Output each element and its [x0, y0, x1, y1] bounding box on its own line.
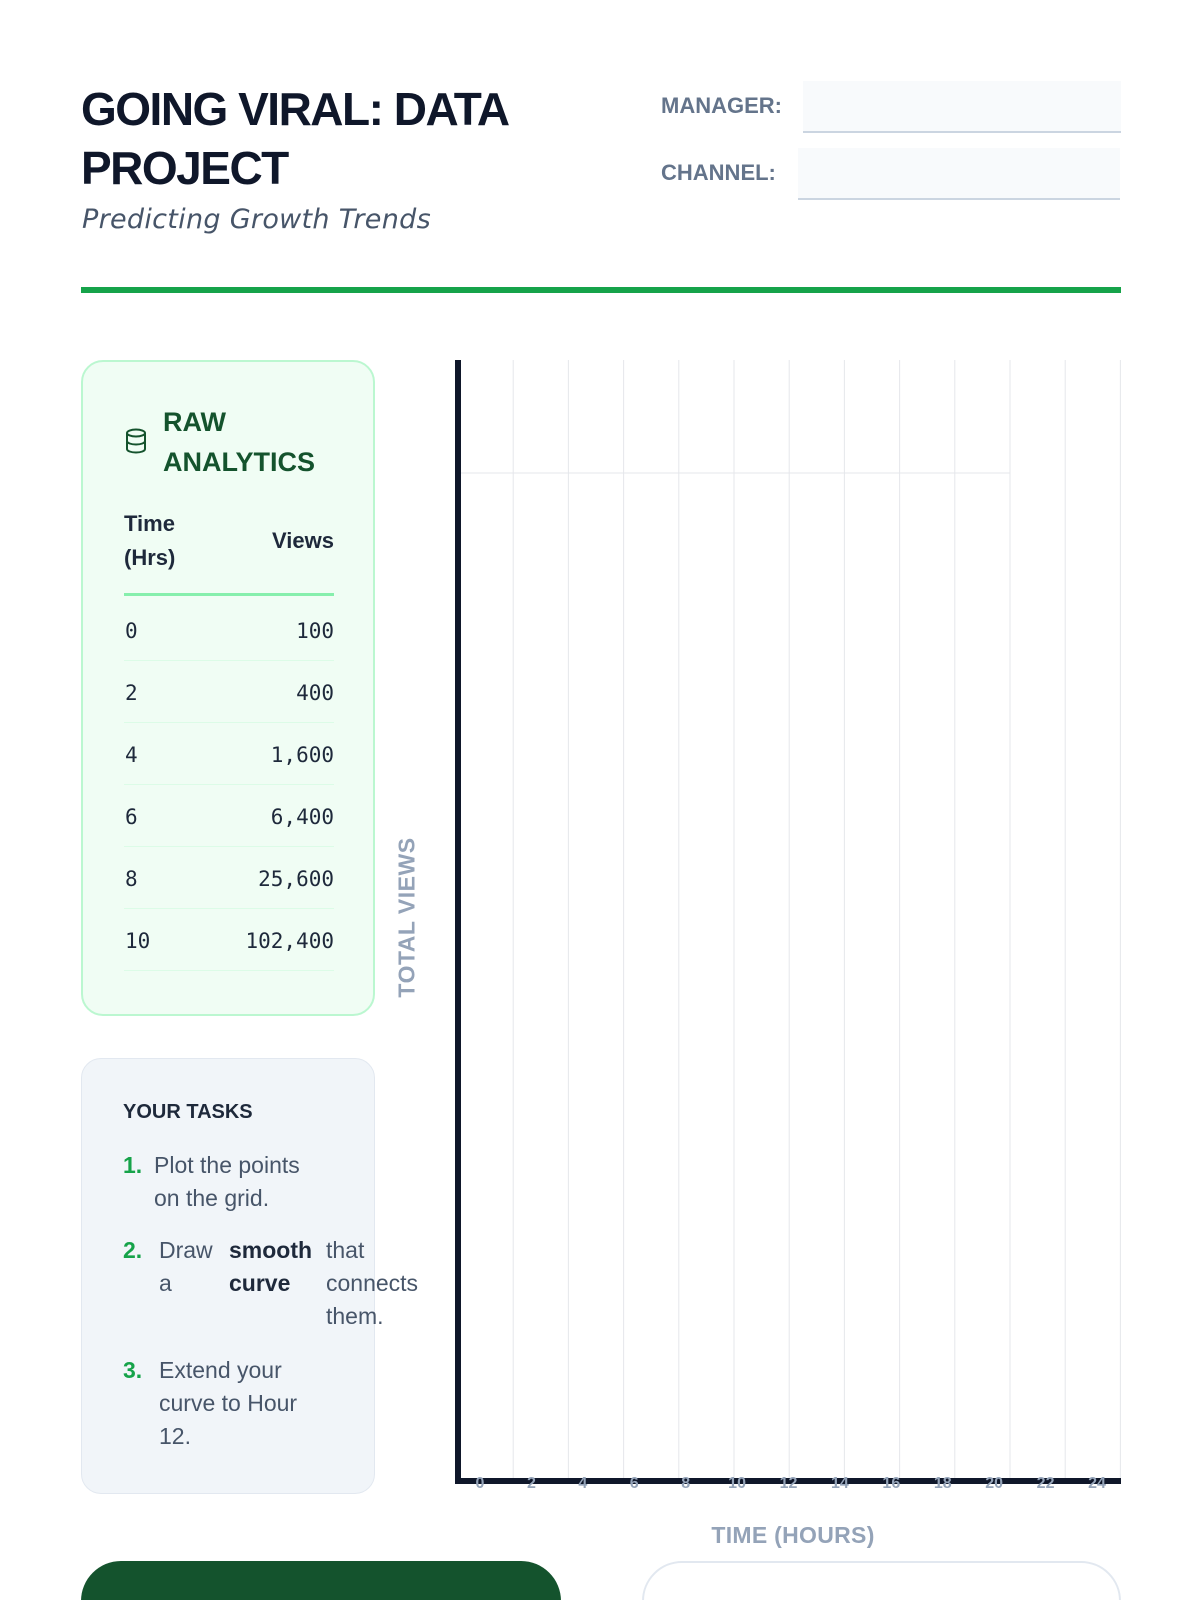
- task-item-3: [123, 1354, 353, 1459]
- x-tick-label: 20: [985, 1475, 1004, 1490]
- channel-label: CHANNEL:: [661, 160, 776, 185]
- task-text: Extend your: [159, 1357, 282, 1383]
- views-cell: 6,400: [270, 805, 334, 829]
- x-tick-label: 0: [475, 1475, 485, 1490]
- table-row: [124, 909, 334, 971]
- table-row: [124, 723, 334, 785]
- database-icon: [125, 428, 147, 454]
- table-row: [124, 785, 334, 847]
- task-number: 2.: [123, 1237, 143, 1263]
- time-cell: 8: [125, 867, 138, 891]
- channel-field[interactable]: [798, 148, 1120, 200]
- views-cell: 100: [296, 619, 334, 643]
- task-emphasis: smooth: [229, 1237, 313, 1263]
- tasks-title: YOUR TASKS: [123, 1101, 253, 1123]
- bottom-outline-panel: [642, 1561, 1121, 1600]
- x-tick-label: 4: [578, 1475, 588, 1490]
- x-tick-label: 18: [933, 1475, 952, 1490]
- col-header-views: Views: [272, 528, 334, 553]
- task-text: Plot the points: [154, 1152, 300, 1178]
- manager-label: MANAGER:: [661, 93, 782, 118]
- task-number: 3.: [123, 1357, 143, 1383]
- x-tick-label: 10: [728, 1475, 746, 1490]
- task-text: a: [159, 1270, 172, 1296]
- x-tick-label: 6: [629, 1475, 639, 1490]
- table-row: [124, 847, 334, 909]
- time-cell: 6: [125, 805, 138, 829]
- time-cell: 10: [125, 929, 151, 953]
- task-number: 1.: [123, 1152, 143, 1178]
- task-text: 12.: [159, 1423, 191, 1449]
- task-item-2: [123, 1234, 443, 1339]
- task-text: curve to Hour: [159, 1390, 298, 1416]
- x-tick-label: 24: [1088, 1475, 1106, 1490]
- x-tick-label: 22: [1036, 1475, 1055, 1490]
- table-row: [124, 599, 334, 661]
- table-row: [124, 661, 334, 723]
- task-item-1: [123, 1149, 353, 1219]
- tasks-card: [81, 1058, 419, 1494]
- views-cell: 1,600: [270, 743, 334, 767]
- x-tick-label: 16: [882, 1475, 901, 1490]
- bottom-dark-panel: [81, 1561, 561, 1600]
- x-tick-label: 2: [526, 1475, 536, 1490]
- page-subtitle: Predicting Growth Trends: [82, 204, 431, 235]
- task-text: that: [326, 1237, 365, 1263]
- task-text: them.: [326, 1303, 384, 1329]
- col-header-time: Time (Hrs): [124, 511, 176, 570]
- x-tick-label: 12: [779, 1475, 798, 1490]
- manager-field[interactable]: [803, 81, 1121, 133]
- time-cell: 0: [125, 619, 138, 643]
- raw-analytics-title: RAW ANALYTICS: [163, 407, 316, 477]
- time-cell: 4: [125, 743, 138, 767]
- page-title: GOING VIRAL: DATA PROJECT: [81, 83, 507, 194]
- views-cell: 102,400: [245, 929, 334, 953]
- task-emphasis: curve: [229, 1270, 291, 1296]
- x-tick-label: 8: [681, 1475, 691, 1490]
- x-axis-label: TIME (HOURS): [711, 1522, 875, 1548]
- time-cell: 2: [125, 681, 138, 705]
- x-tick-label: 14: [831, 1475, 849, 1490]
- y-axis-label: TOTAL VIEWS: [393, 837, 420, 998]
- raw-analytics-card: [81, 360, 375, 1016]
- table-header-divider: [124, 593, 334, 596]
- views-cell: 400: [296, 681, 334, 705]
- task-text: Draw: [159, 1237, 213, 1263]
- views-cell: 25,600: [258, 867, 334, 891]
- task-text: on the grid.: [154, 1185, 270, 1211]
- graph-grid[interactable]: [450, 360, 1121, 1490]
- header-divider: [81, 287, 1121, 293]
- task-text: connects: [326, 1270, 419, 1296]
